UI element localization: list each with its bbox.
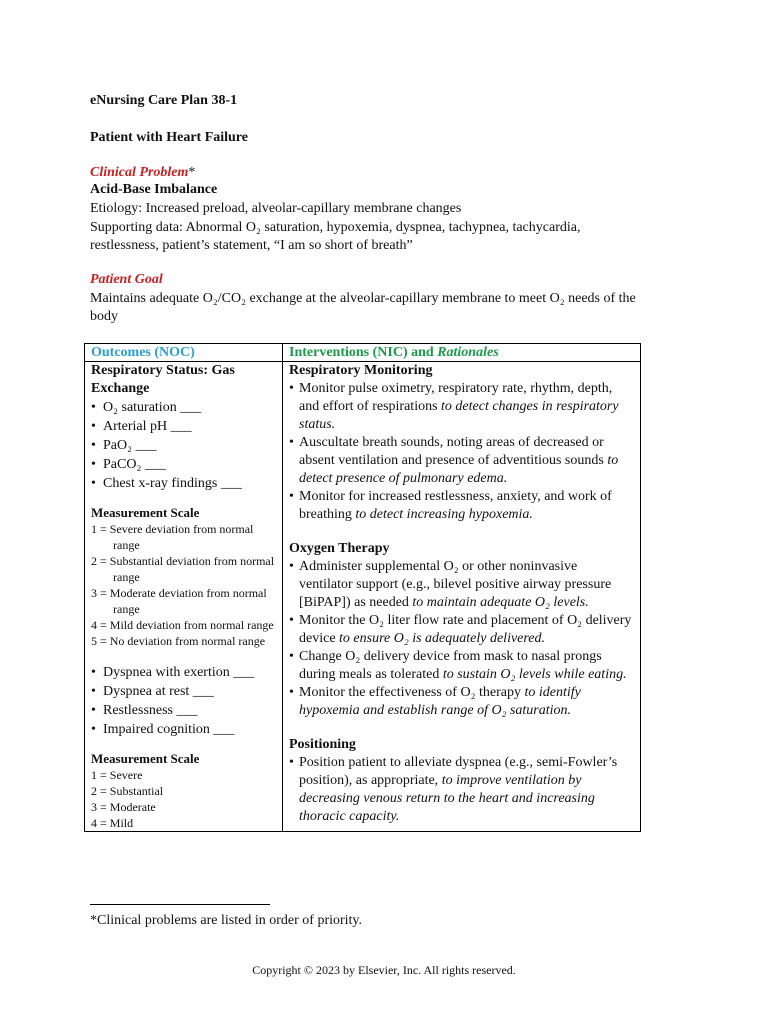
intervention-list-2 (289, 558, 634, 720)
intervention-section-title: Oxygen Therapy (289, 541, 390, 556)
outcome-item: • Impaired cognition ___ (91, 720, 276, 739)
intervention-item: • Change O₂ delivery device from mask to nasal prongs during meals as tolerated to sustain O₂ levels while eating. (289, 648, 634, 684)
outcome-item: • Chest x-ray findings ___ (91, 474, 276, 493)
etiology: Etiology: Increased preload, alveolar-capillary membrane changes (90, 201, 462, 216)
scale-entry: 1 = Severe (91, 768, 143, 782)
outcomes-header: Outcomes (NOC) (85, 344, 283, 362)
document-subtitle: Patient with Heart Failure (90, 130, 248, 145)
outcome-item: • Dyspnea at rest ___ (91, 682, 276, 701)
intervention-item: • Administer supplemental O₂ or other noninvasive ventilator support (e.g., bilevel positive airway pressure [BiPAP]) as needed to maintain adequate O₂ levels. (289, 558, 634, 612)
intervention-section-title: Respiratory Monitoring (289, 363, 433, 378)
outcomes-cell (85, 362, 283, 832)
outcome-title: Respiratory Status: Gas Exchange (91, 363, 235, 396)
intervention-list-1 (289, 380, 634, 524)
outcome-item: • O₂ saturation ___ (91, 398, 276, 417)
patient-goal-text: Maintains adequate O₂/CO₂ exchange at the alveolar-capillary membrane to meet O₂ needs of the body (90, 291, 636, 324)
outcome-item: • PaCO₂ ___ (91, 455, 276, 474)
document-title: eNursing Care Plan 38-1 (90, 93, 238, 108)
intervention-item: • Position patient to alleviate dyspnea (e.g., semi-Fowler’s position), as appropriate, to improve ventilation by decreasing venous return to the heart and increasing thoracic capacity. (289, 754, 634, 826)
interventions-cell (283, 362, 641, 832)
measurement-scale-1 (91, 521, 276, 649)
intervention-item: • Monitor pulse oximetry, respiratory rate, rhythm, depth, and effort of respirations to detect changes in respiratory status. (289, 380, 634, 434)
clinical-problem-heading: Clinical Problem* (90, 165, 196, 180)
outcome-item: • Dyspnea with exertion ___ (91, 663, 276, 682)
copyright: Copyright © 2023 by Elsevier, Inc. All rights reserved. (252, 963, 516, 977)
scale-entry: 4 = Mild (91, 816, 134, 830)
scale-entry: 3 = Moderate (91, 800, 156, 814)
intervention-section-title: Positioning (289, 737, 356, 752)
care-plan-table (84, 343, 641, 832)
scale-entry: 5 = No deviation from normal range (91, 634, 266, 648)
interventions-header: Interventions (NIC) and Rationales (283, 344, 641, 362)
outcome-item: • Arterial pH ___ (91, 417, 276, 436)
outcome-item: • Restlessness ___ (91, 701, 276, 720)
footnote-divider (90, 904, 270, 905)
scale-entry: 1 = Severe deviation from normal range (91, 522, 254, 552)
intervention-item: • Monitor for increased restlessness, anxiety, and work of breathing to detect increasing hypoxemia. (289, 488, 634, 524)
patient-goal-heading: Patient Goal (90, 272, 163, 287)
footnote: *Clinical problems are listed in order of priority. (90, 913, 363, 928)
scale-entry: 4 = Mild deviation from normal range (91, 618, 274, 632)
measurement-scale-title: Measurement Scale (91, 751, 200, 766)
measurement-scale-title: Measurement Scale (91, 505, 200, 520)
outcome-item: • PaO₂ ___ (91, 436, 276, 455)
scale-entry: 3 = Moderate deviation from normal range (91, 586, 267, 616)
intervention-item: • Auscultate breath sounds, noting areas of decreased or absent ventilation and presence of adventitious sounds to detect presence of pulmonary edema. (289, 434, 634, 488)
measurement-scale-2 (91, 767, 276, 831)
scale-entry: 2 = Substantial (91, 784, 164, 798)
intervention-list-3 (289, 754, 634, 826)
outcome-list-2 (91, 663, 276, 739)
intervention-item: • Monitor the O₂ liter flow rate and placement of O₂ delivery device to ensure O₂ is adequately delivered. (289, 612, 634, 648)
supporting-data: Supporting data: Abnormal O₂ saturation, hypoxemia, dyspnea, tachypnea, tachycardia, restlessness, patient’s statement, “I am so short of breath” (90, 220, 581, 253)
clinical-problem-name: Acid-Base Imbalance (90, 182, 218, 197)
intervention-item: • Monitor the effectiveness of O₂ therapy to identify hypoxemia and establish range of O₂ saturation. (289, 684, 634, 720)
scale-entry: 2 = Substantial deviation from normal range (91, 554, 275, 584)
outcome-list-1 (91, 398, 276, 493)
